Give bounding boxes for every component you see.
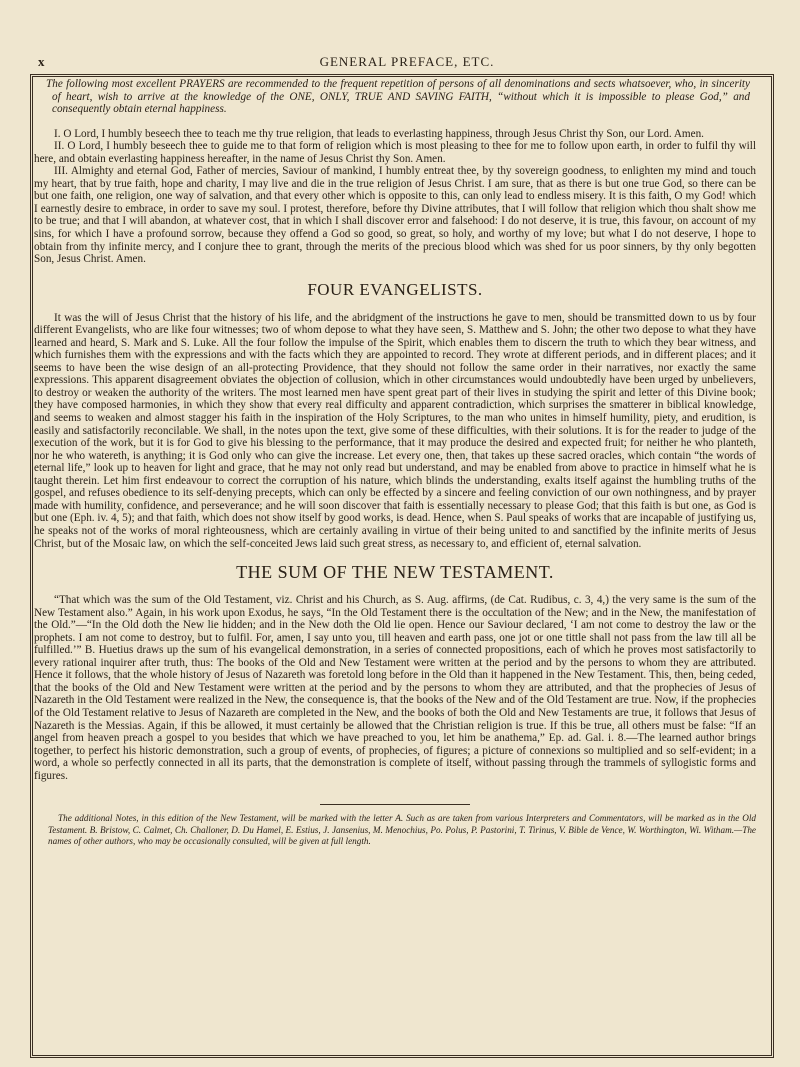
sum-of-new-testament-heading: THE SUM OF THE NEW TESTAMENT. xyxy=(236,562,554,583)
running-head: GENERAL PREFACE, ETC. xyxy=(319,54,495,69)
prayers-list xyxy=(34,128,756,266)
prayer-3: III. Almighty and eternal God, Father of mercies, Saviour of mankind, I humbly entreat thee, by thy sovereign goodness, to enlighten my mind and touch my heart, that by true faith, hope and charity, I may live and die in the true religion of Jesus Christ. I am sure, that as there is but one true God, so there can be but one faith, one religion, one way of salvation, and that every other which is opposite to this, can only lead to endless misery. It is this faith, O my God! which I earnestly desire to embrace, in order to save my soul. I protest, therefore, before thy Divine attributes, that I will follow that religion which thou shalt show me to be true; and that I will abandon, at whatever cost, that in which I shall discover error and falsehood: I do not deserve, it is true, this favour, on account of my sins, for which I have a profound sorrow, because they offend a God so good, so great, so holy, and worthy of my love; but what I do not deserve, I hope to obtain from thy infinite mercy, and I conjure thee to grant, through the merits of the precious blood which was shed for us poor sinners, by thy only begotten Son, Jesus Christ. Amen. xyxy=(34,165,756,266)
page-number: x xyxy=(38,54,45,69)
prayer-1: I. O Lord, I humbly beseech thee to teach me thy true religion, that leads to everlasting happiness, through Jesus Christ thy Son, our Lord. Amen. xyxy=(54,127,704,140)
prayer-2: II. O Lord, I humbly beseech thee to guide me to that form of religion which is most pleasing to thee for me to follow upon earth, in order to fulfil thy will here, and obtain everlasting happiness hereafter, in the name of Jesus Christ thy Son. Amen. xyxy=(34,140,756,165)
page-header xyxy=(38,54,776,74)
footnote-divider xyxy=(320,804,470,805)
four-evangelists-heading: FOUR EVANGELISTS. xyxy=(307,279,483,299)
sum-of-new-testament-text: “That which was the sum of the Old Testament, viz. Christ and his Church, as S. Aug. affirms, (de Cat. Rudibus, c. 3, 4,) the very same is the sum of the New Testament also.” Again, in his work upon Exodus, he says, “In the Old Testament there is the occultation of the New; and in the New, the manifestation of the Old.”—“In the Old doth the New lie hidden; and in the New doth the Old lie open. Hence our Saviour declared, ‘I am not come to destroy the law or the prophets. I am not come to destroy, but to fulfil. For, amen, I say unto you, till heaven and earth pass, one jot or one tittle shall not pass from the law till all be fulfilled.’” B. Huetius draws up the sum of his evangelical demonstration, in a series of connected propositions, each of which he proves most satisfactorily to every rational inquirer after truth, thus: The books of the Old and New Testament were written at the period and by the persons to whom they are attributed. Hence it follows, that the whole history of Jesus of Nazareth was foretold long before in the Old than it happened in the New Testament. This, then, being ceded, that the books of the Old and New Testament were written at the period and by the persons to whom they are attributed, and that the prophecies of Jesus of Nazareth in the Old Testament were realized in the New, the consequence is, that the books of the New and of the Old Testament are true. Now, if the prophecies of the Old Testament relative to Jesus of Nazareth are completed in the New, and the books of both the Old and New Testaments are true, it follows that Jesus of Nazareth is the Messias. Again, if this be allowed, it must certainly be allowed that the Christian religion is true. If this be true, all others must be false: “If an angel from heaven preach a gospel to you besides that which we have preached to you, let him be anathema,” Ep. ad. Gal. i. 8.—The learned author brings together, to perfect his historic demonstration, such a group of events, of prophecies, of figures; a picture of connexions so multiplied and so self-evident; in a word, a whole so perfectly connected in all its parts, that the demonstration is complete of itself, without passing through the trammels of syllogistic forms and figures. xyxy=(34,594,756,782)
four-evangelists-text: It was the will of Jesus Christ that the history of his life, and the abridgment of the instructions he gave to men, should be transmitted down to us by four different Evangelists, who are like four witnesses; two of whom depose to what they have seen, S. Matthew and S. John; the other two depose to what they have learned and heard, S. Mark and S. Luke. All the four follow the impulse of the Spirit, which enables them to discern the truth to which they bear witness, and which furnishes them with the expressions and with the facts which they are appointed to record. They wrote at different periods, and in different places; and it seems to have been the wise design of an all-protecting Providence, that they should not follow the same order in their narratives, nor exactly the same expressions. This apparent disagreement obviates the objection of collusion, which in other circumstances would undoubtedly have been urged by unbelievers, to destroy or weaken the authority of the writers. The most learned men have spent great part of their lives in studying the spirit and letter of this Divine book; they have composed harmonies, in which they show that every real difficulty and apparent contradiction, which surprises the smatterer in biblical knowledge, and seems to weaken and almost stagger his faith in the inspiration of the Holy Scriptures, to the man who unites in himself humility, piety, and erudition, is easily and satisfactorily reconcilable. We shall, in the notes upon the text, give some of these difficulties, with their solutions. It is for the reader to judge of the execution of the work, but it is for God to give his blessing to the performance, that it may produce the desired and expected fruit; for neither he who planteth, nor he who watereth, is anything; it is God only who can give the increase. Let every one, then, that takes up these sacred oracles, which contain “the words of eternal life,” look up to heaven for light and grace, that he may not only read but understand, and may be enabled from above to practice in himself what he is taught therein. Let him first endeavour to correct the corruption of his nature, which blinds the understanding, exalts itself against the humbling truths of the gospel, and refuses obedience to its self-denying precepts, which can only be effected by a sincere and feeling conviction of our own nothingness, and by prayer made with humility, confidence, and perseverance; and he will soon discover that faith is essentially necessary to please God; that this faith is but one, as God is but one (Eph. iv. 4, 5); and that faith, which does not show itself by good works, is dead. Hence, when S. Paul speaks of works that are incapable of justifying us, he speaks not of the works of moral righteousness, which are certainly availing in virtue of their being united to and sanctified by the infinite merits of Jesus Christ, but of the Mosaic law, on which the self-conceited Jews laid such great stress, as necessary to, and efficient of, eternal salvation. xyxy=(34,311,756,550)
footnote: The additional Notes, in this edition of the New Testament, will be marked with the letter A. Such as are taken from various Interpreters and Commentators, will be marked as in the Old Testament. B. Bristow, C. Calmet, Ch. Challoner, D. Du Hamel, E. Estius, J. Jansenius, M. Menochius, Po. Polus, P. Pastorini, T. Tirinus, V. Bible de Vence, W. Worthington, Wi. Witham.—The names of other authors, who may be occasionally consulted, will be given at full length. xyxy=(48,813,756,847)
page-content xyxy=(34,78,756,847)
prayers-introduction: The following most excellent PRAYERS are recommended to the frequent repetition of persons of all denominations and sects whatsoever, who, in sincerity of heart, wish to arrive at the knowledge of the ONE, ONLY, TRUE AND SAVING FAITH, “without which it is impossible to please God,” and consequently obtain eternal happiness. xyxy=(46,78,750,116)
